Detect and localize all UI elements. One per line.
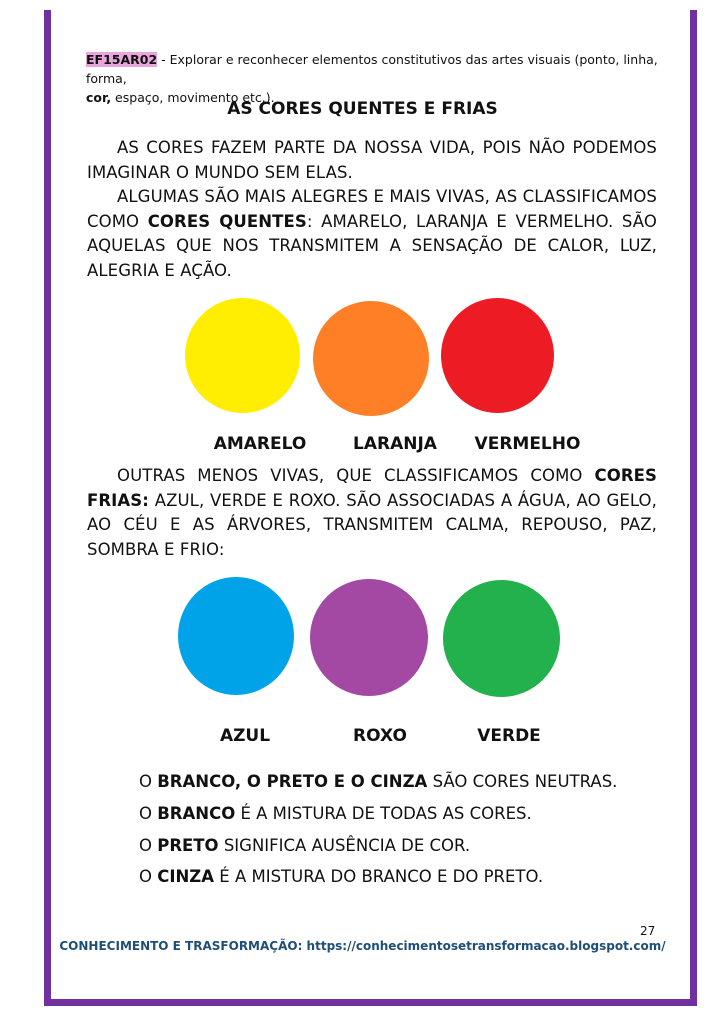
cool-text-after: AZUL, VERDE E ROXO. SÃO ASSOCIADAS A ÁGUA, AO GELO, AO CÉU E AS ÁRVORES, TRANSMITEM CALMA, REPOUSO, PAZ, SOMBRA E FRIO: (87, 490, 657, 559)
page-title: AS CORES QUENTES E FRIAS (227, 99, 498, 119)
warm-text-before: ALGUMAS SÃO MAIS ALEGRES E MAIS VIVAS, AS CLASSIFICAMOS COMO (87, 187, 657, 231)
label-vermelho: VERMELHO (474, 434, 581, 454)
label-azul: AZUL (219, 726, 271, 746)
neutral-bold: PRETO (157, 836, 219, 855)
skill-bold-word: cor, (86, 90, 112, 105)
skill-text: - Explorar e reconhecer elementos constitutivos das artes visuais (ponto, linha, forma, (86, 52, 658, 86)
page-number: 27 (640, 924, 656, 938)
warm-colors-term: CORES QUENTES (147, 211, 307, 231)
neutral-post: É A MISTURA DO BRANCO E DO PRETO. (214, 867, 544, 886)
cool-text-before: OUTRAS MENOS VIVAS, QUE CLASSIFICAMOS COMO (117, 466, 595, 485)
neutral-post: SÃO CORES NEUTRAS. (427, 772, 618, 791)
neutral-pre: O (139, 772, 158, 791)
neutral-pre: O (139, 804, 158, 823)
green-circle (443, 580, 560, 697)
neutral-line-3 (139, 836, 470, 855)
neutral-line-1 (139, 772, 617, 791)
label-laranja: LARANJA (353, 434, 437, 454)
orange-circle (313, 301, 429, 416)
blue-circle (178, 577, 294, 695)
yellow-circle (185, 298, 300, 413)
neutral-pre: O (139, 867, 158, 886)
red-circle (441, 298, 554, 413)
neutral-pre: O (139, 836, 158, 855)
neutral-post: SIGNIFICA AUSÊNCIA DE COR. (218, 836, 471, 855)
skill-text-end: espaço, movimento etc.). (111, 90, 275, 105)
label-amarelo: AMARELO (213, 434, 307, 454)
neutral-post: É A MISTURA DE TODAS AS CORES. (235, 804, 532, 823)
cool-colors-term: CORES FRIAS: (87, 466, 657, 510)
neutral-line-4 (139, 867, 543, 886)
neutral-bold: CINZA (157, 867, 215, 886)
intro-paragraph: AS CORES FAZEM PARTE DA NOSSA VIDA, POIS NÃO PODEMOS IMAGINAR O MUNDO SEM ELAS. (87, 138, 657, 182)
neutral-bold: BRANCO, O PRETO E O CINZA (157, 772, 428, 791)
neutral-bold: BRANCO (157, 804, 236, 823)
label-roxo: ROXO (353, 726, 407, 746)
neutral-line-2 (139, 804, 532, 823)
footer-link[interactable]: CONHECIMENTO E TRASFORMAÇÃO: https://conhecimentosetransformacao.blogspot.com/ (59, 939, 666, 953)
skill-code: EF15AR02 (86, 52, 158, 67)
purple-circle (310, 579, 428, 696)
label-verde: VERDE (477, 726, 541, 746)
warm-text-after: : AMARELO, LARANJA E VERMELHO. SÃO AQUELAS QUE NOS TRANSMITEM A SENSAÇÃO DE CALOR, LUZ, ALEGRIA E AÇÃO. (87, 211, 657, 280)
warm-colors-paragraph (87, 185, 657, 283)
cool-colors-paragraph (87, 464, 657, 562)
